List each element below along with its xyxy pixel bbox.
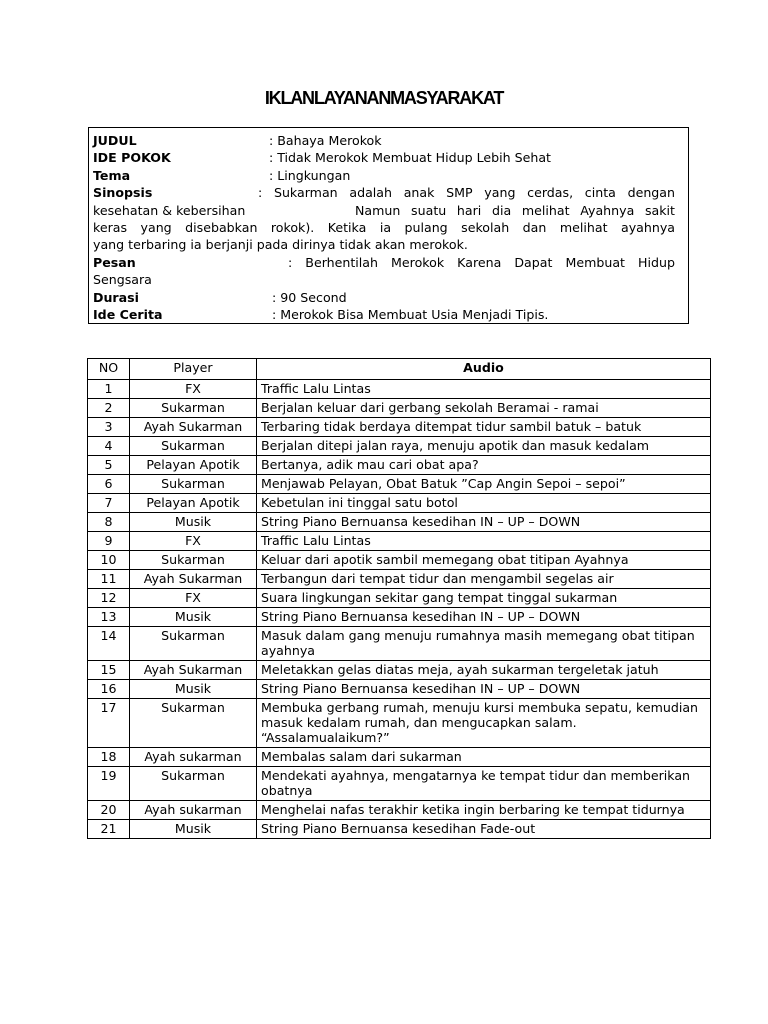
row-audio: Traffic Lalu Lintas — [257, 532, 711, 551]
row-audio: Menghelai nafas terakhir ketika ingin berbaring ke tempat tidurnya — [257, 801, 711, 820]
row-number: 19 — [88, 767, 130, 801]
row-audio: Berjalan keluar dari gerbang sekolah Beramai - ramai — [257, 399, 711, 418]
script-table — [87, 358, 711, 839]
row-number: 8 — [88, 513, 130, 532]
info-row-durasi — [93, 289, 675, 306]
row-number: 14 — [88, 627, 130, 661]
table-row — [88, 399, 711, 418]
table-row — [88, 456, 711, 475]
table-row — [88, 699, 711, 748]
row-player: FX — [130, 380, 257, 399]
row-number: 5 — [88, 456, 130, 475]
table-row — [88, 661, 711, 680]
ide-pokok-label: IDE POKOK — [93, 150, 171, 166]
row-audio: String Piano Bernuansa kesedihan IN – UP – DOWN — [257, 513, 711, 532]
row-number: 12 — [88, 589, 130, 608]
table-row — [88, 608, 711, 627]
sinopsis-label: Sinopsis — [93, 185, 153, 201]
table-row — [88, 767, 711, 801]
row-player: FX — [130, 532, 257, 551]
row-player: Ayah Sukarman — [130, 661, 257, 680]
row-audio: String Piano Bernuansa kesedihan IN – UP – DOWN — [257, 608, 711, 627]
info-row-ide-pokok — [93, 149, 675, 166]
document-title: IKLANLAYANANMASYARAKAT — [264, 88, 504, 108]
row-number: 18 — [88, 748, 130, 767]
info-row-ide-cerita — [93, 306, 675, 323]
durasi-value: : 90 Second — [272, 289, 347, 305]
row-audio: Terbaring tidak berdaya ditempat tidur sambil batuk – batuk — [257, 418, 711, 437]
pesan-line-2: Sengsara — [93, 272, 152, 288]
table-row — [88, 475, 711, 494]
row-player: Sukarman — [130, 627, 257, 661]
row-player: Ayah Sukarman — [130, 570, 257, 589]
row-player: Musik — [130, 608, 257, 627]
row-player: Sukarman — [130, 475, 257, 494]
row-audio: Menjawab Pelayan, Obat Batuk ”Cap Angin Sepoi – sepoi” — [257, 475, 711, 494]
table-body — [88, 380, 711, 839]
row-audio: Bertanya, adik mau cari obat apa? — [257, 456, 711, 475]
table-row — [88, 513, 711, 532]
row-player: Sukarman — [130, 437, 257, 456]
table-row — [88, 801, 711, 820]
row-audio: Suara lingkungan sekitar gang tempat tinggal sukarman — [257, 589, 711, 608]
row-player: Pelayan Apotik — [130, 494, 257, 513]
row-number: 17 — [88, 699, 130, 748]
row-number: 11 — [88, 570, 130, 589]
header-no: NO — [88, 359, 130, 380]
tema-label: Tema — [93, 167, 131, 183]
table-row — [88, 820, 711, 839]
info-box — [88, 127, 689, 324]
row-number: 21 — [88, 820, 130, 839]
info-row-sinopsis — [93, 184, 675, 254]
row-audio: Membalas salam dari sukarman — [257, 748, 711, 767]
row-number: 4 — [88, 437, 130, 456]
row-number: 2 — [88, 399, 130, 418]
header-player: Player — [130, 359, 257, 380]
table-row — [88, 551, 711, 570]
table-row — [88, 627, 711, 661]
info-row-pesan — [93, 254, 675, 271]
durasi-label: Durasi — [93, 289, 139, 305]
judul-value: : Bahaya Merokok — [269, 133, 382, 148]
sinopsis-line-3: keras yang disebabkan rokok). Ketika ia pulang sekolah dan melihat ayahnya — [93, 220, 675, 236]
row-number: 10 — [88, 551, 130, 570]
row-number: 7 — [88, 494, 130, 513]
row-audio: Berjalan ditepi jalan raya, menuju apotik dan masuk kedalam — [257, 437, 711, 456]
row-audio: String Piano Bernuansa kesedihan IN – UP – DOWN — [257, 680, 711, 699]
row-number: 13 — [88, 608, 130, 627]
row-player: Sukarman — [130, 767, 257, 801]
row-audio: Terbangun dari tempat tidur dan mengambil segelas air — [257, 570, 711, 589]
row-player: Musik — [130, 513, 257, 532]
row-audio: Meletakkan gelas diatas meja, ayah sukarman tergeletak jatuh — [257, 661, 711, 680]
row-number: 3 — [88, 418, 130, 437]
sinopsis-line-2b: Namun suatu hari dia melihat Ayahnya sakit — [355, 202, 675, 218]
sinopsis-line-4: yang terbaring ia berjanji pada dirinya tidak akan merokok. — [93, 237, 468, 253]
row-number: 9 — [88, 532, 130, 551]
row-player: Musik — [130, 680, 257, 699]
sinopsis-line-1: : Sukarman adalah anak SMP yang cerdas, cinta dengan — [258, 185, 675, 201]
row-player: Ayah sukarman — [130, 748, 257, 767]
row-player: Ayah Sukarman — [130, 418, 257, 437]
judul-label: JUDUL — [93, 133, 137, 148]
row-number: 20 — [88, 801, 130, 820]
table-row — [88, 437, 711, 456]
row-audio: String Piano Bernuansa kesedihan Fade-out — [257, 820, 711, 839]
row-audio: Keluar dari apotik sambil memegang obat titipan Ayahnya — [257, 551, 711, 570]
row-number: 1 — [88, 380, 130, 399]
row-number: 15 — [88, 661, 130, 680]
table-row — [88, 680, 711, 699]
row-player: Sukarman — [130, 551, 257, 570]
table-row — [88, 380, 711, 399]
table-header-row — [88, 359, 711, 380]
row-number: 6 — [88, 475, 130, 494]
info-row-judul — [93, 132, 675, 149]
ide-cerita-label: Ide Cerita — [93, 307, 163, 323]
header-audio: Audio — [257, 359, 711, 380]
row-player: FX — [130, 589, 257, 608]
tema-value: : Lingkungan — [269, 167, 351, 183]
row-audio: Masuk dalam gang menuju rumahnya masih memegang obat titipan ayahnya — [257, 627, 711, 661]
row-audio: Kebetulan ini tinggal satu botol — [257, 494, 711, 513]
row-player: Ayah sukarman — [130, 801, 257, 820]
table-row — [88, 532, 711, 551]
row-audio: Membuka gerbang rumah, menuju kursi membuka sepatu, kemudian masuk kedalam rumah, dan mengucapkan salam. “Assalamualaikum?” — [257, 699, 711, 748]
row-player: Musik — [130, 820, 257, 839]
row-audio: Mendekati ayahnya, mengatarnya ke tempat tidur dan memberikan obatnya — [257, 767, 711, 801]
table-row — [88, 494, 711, 513]
table-row — [88, 589, 711, 608]
row-player: Pelayan Apotik — [130, 456, 257, 475]
row-number: 16 — [88, 680, 130, 699]
table-row — [88, 748, 711, 767]
table-row — [88, 570, 711, 589]
pesan-label: Pesan — [93, 254, 136, 270]
row-player: Sukarman — [130, 699, 257, 748]
table-row — [88, 418, 711, 437]
info-row-tema — [93, 167, 675, 184]
row-player: Sukarman — [130, 399, 257, 418]
sinopsis-line-2a: kesehatan & kebersihan — [93, 202, 246, 218]
ide-cerita-value: : Merokok Bisa Membuat Usia Menjadi Tipis. — [272, 307, 549, 323]
ide-pokok-value: : Tidak Merokok Membuat Hidup Lebih Sehat — [269, 150, 551, 166]
row-audio: Traffic Lalu Lintas — [257, 380, 711, 399]
pesan-line-1: : Berhentilah Merokok Karena Dapat Membuat Hidup — [288, 254, 675, 270]
